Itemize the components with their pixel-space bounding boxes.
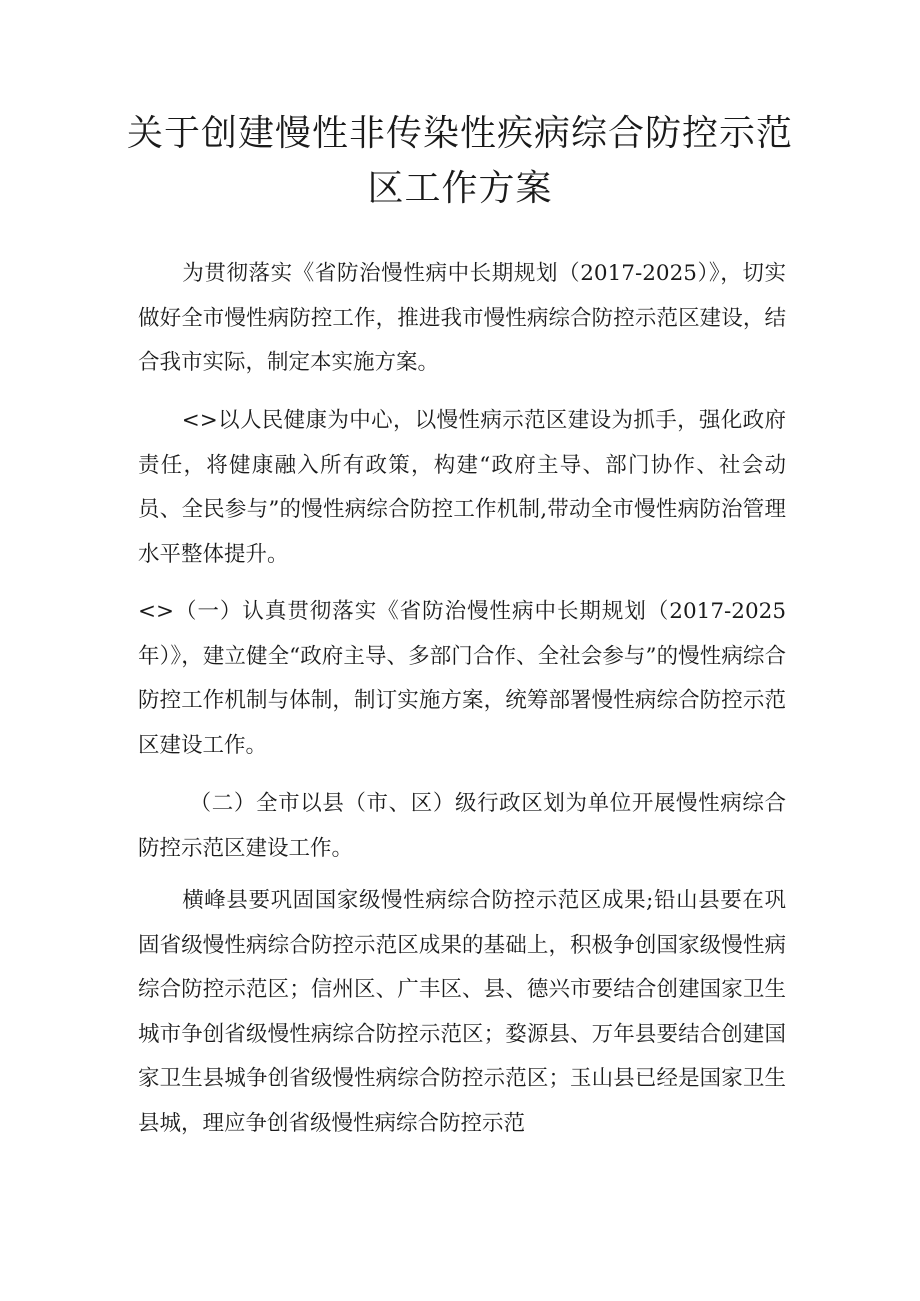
paragraph-intro: 为贯彻落实《省防治慢性病中长期规划（2017-2025）》，切实做好全市慢性病防控工作，推进我市慢性病综合防控示范区建设，结合我市实际，制定本实施方案。 xyxy=(138,261,786,376)
paragraph-section-two: （二）全市以县（市、区）级行政区划为单位开展慢性病综合防控示范区建设工作。 xyxy=(138,791,786,861)
paragraph-guiding-principle: <>以人民健康为中心，以慢性病示范区建设为抓手，强化政府责任，将健康融入所有政策，构建“政府主导、部门协作、社会动员、全民参与”的慢性病综合防控工作机制,带动全市慢性病防治管理水平整体提升。 xyxy=(138,408,786,567)
document-title-line-2: 区工作方案 xyxy=(367,168,553,209)
document-title-line-1: 关于创建慢性非传染性疾病综合防控示范 xyxy=(126,113,793,154)
paragraph-section-one: <>（一）认真贯彻落实《省防治慢性病中长期规划（2017-2025年）》，建立健全“政府主导、多部门合作、全社会参与”的慢性病综合防控工作机制与体制，制订实施方案，统筹部署慢性病综合防控示范区建设工作。 xyxy=(138,599,786,758)
paragraph-county-goals: 横峰县要巩固国家级慢性病综合防控示范区成果;铅山县要在巩固省级慢性病综合防控示范区成果的基础上，积极争创国家级慢性病综合防控示范区；信州区、广丰区、县、德兴市要结合创建国家卫生城市争创省级慢性病综合防控示范区；婺源县、万年县要结合创建国家卫生县城争创省级慢性病综合防控示范区；玉山县已经是国家卫生县城，理应争创省级慢性病综合防控示范 xyxy=(138,888,786,1136)
